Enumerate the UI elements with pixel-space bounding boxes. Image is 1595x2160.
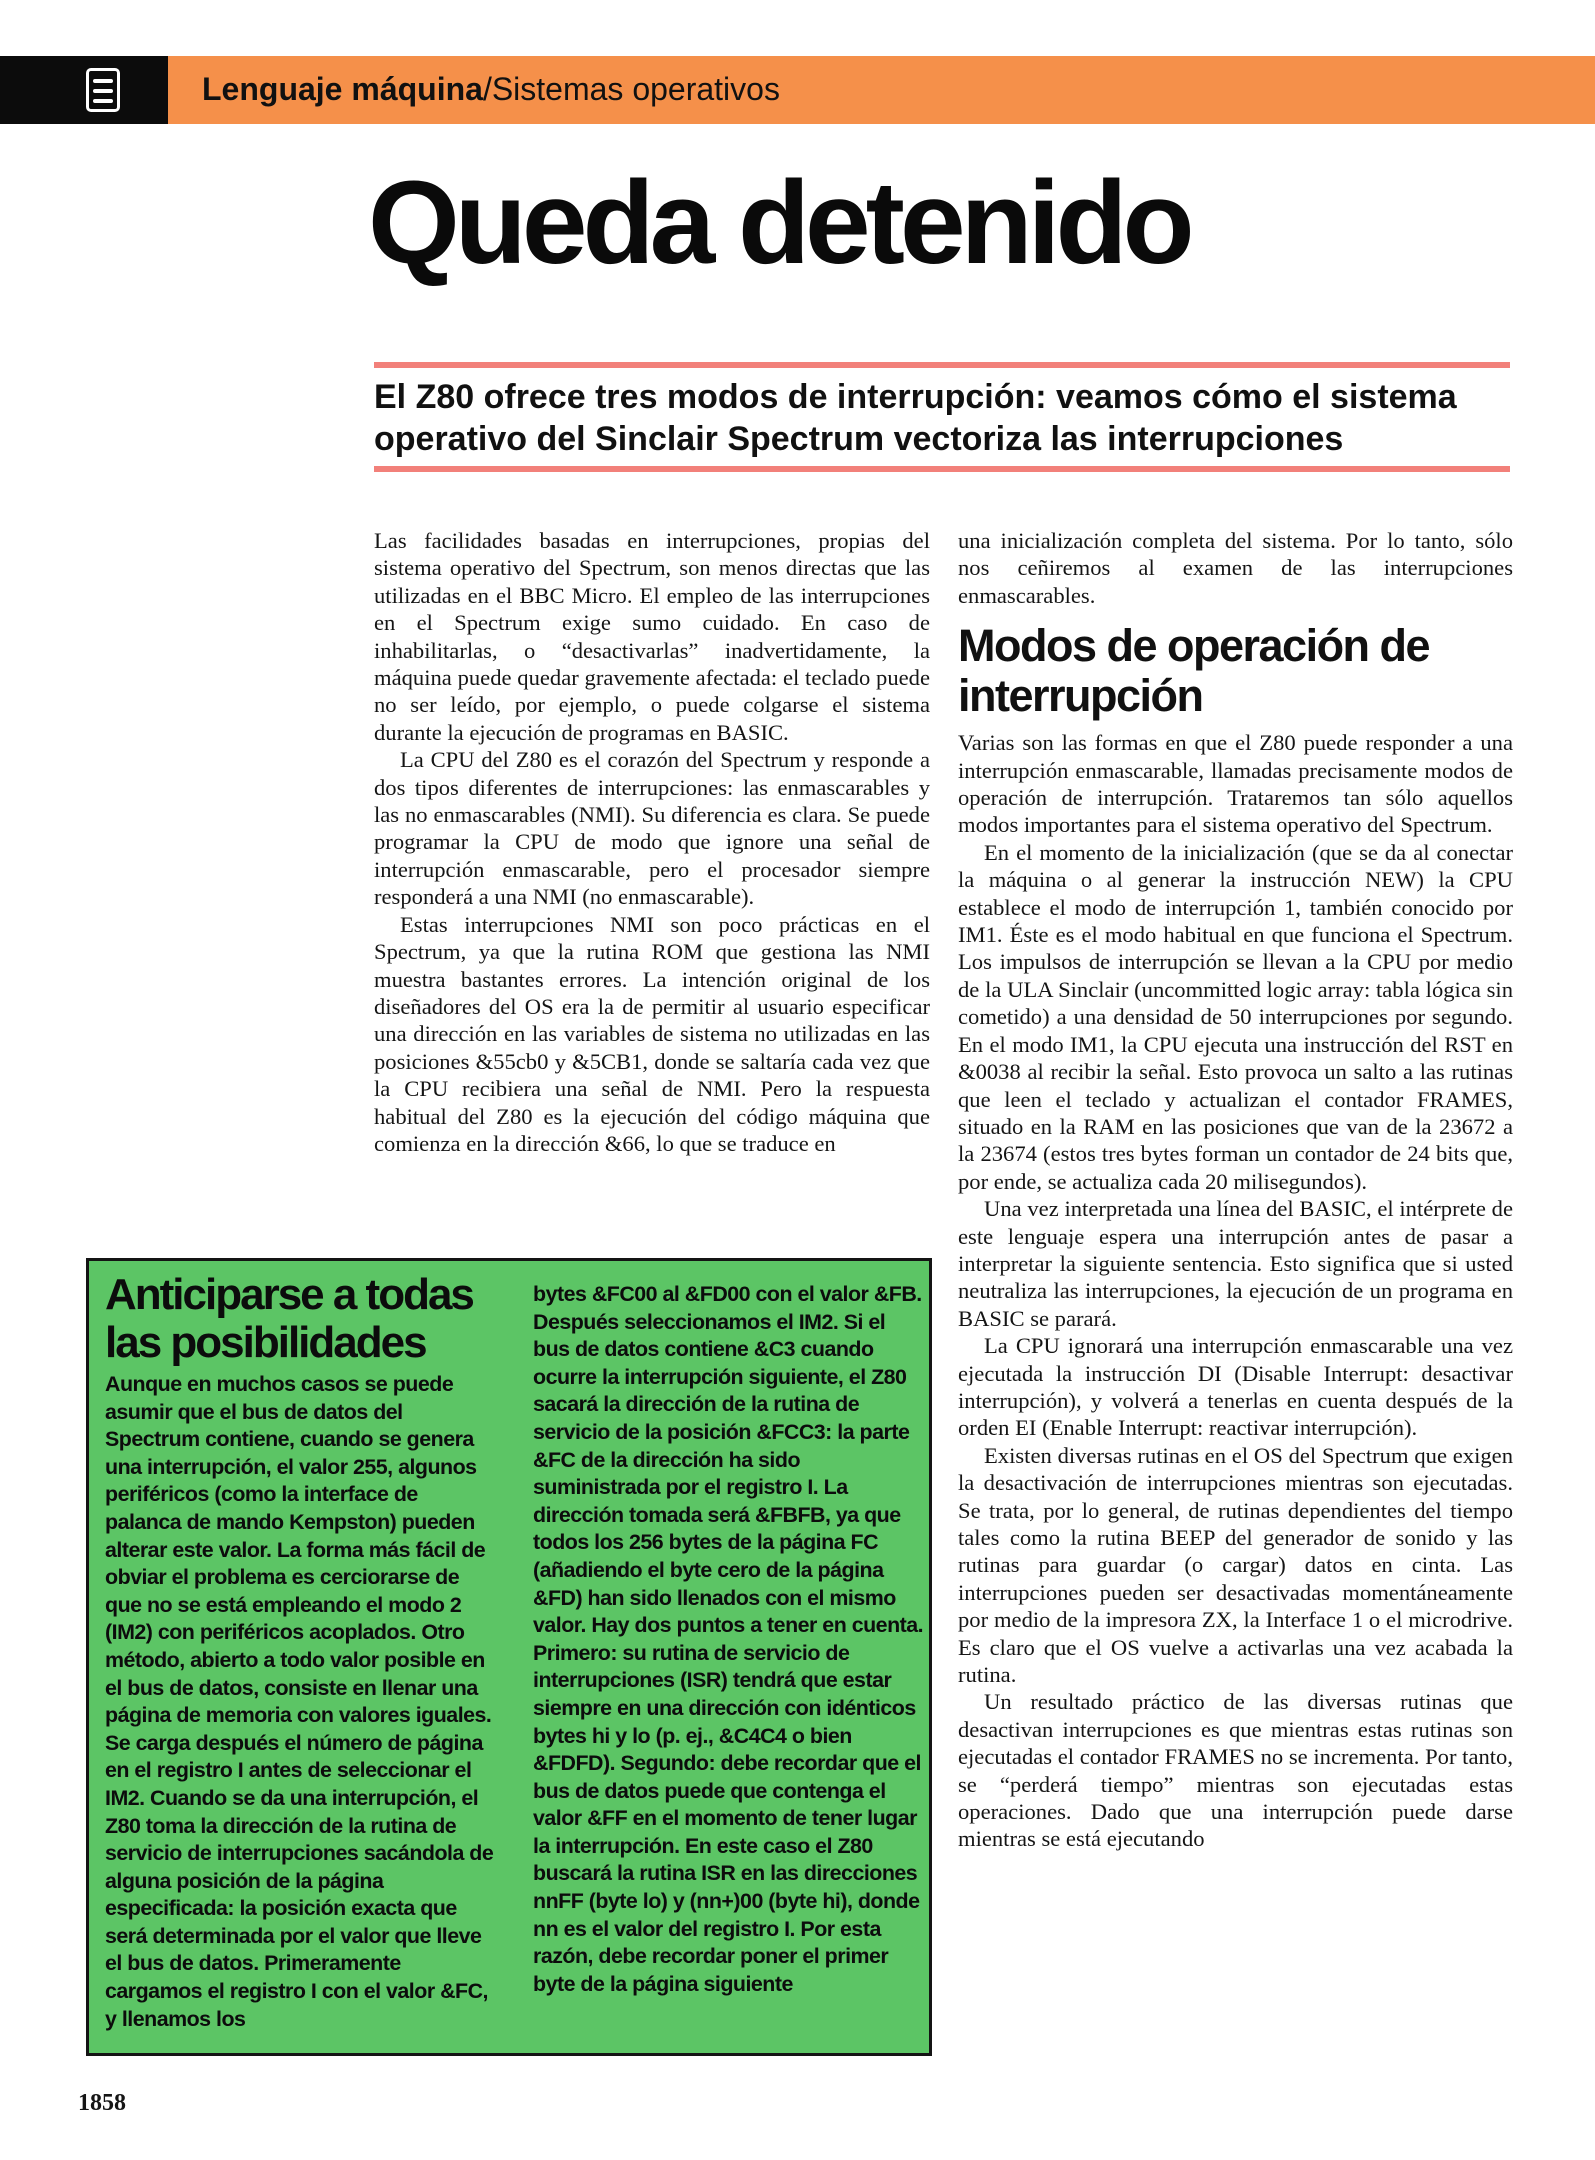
right-paragraph-5: Existen diversas rutinas en el OS del Spectrum que exigen la desactivación de interrupciones mientras son ejecutadas. Se trata, por lo general, de rutinas dependientes del tiempo tales como la rutina BEEP del generador de sonido y las rutinas para guardar (o cargar) datos en cinta. Las interrupciones pueden ser desactivadas momentáneamente por medio de la impresora ZX, la Interface 1 o el microdrive. Es claro que el OS vuelve a activarlas una vez acabada la rutina.	[958, 1442, 1513, 1688]
sidebar-title: Anticiparse a todas las posibilidades	[105, 1270, 473, 1367]
left-paragraph-1: Las facilidades basadas en interrupciones, propias del sistema operativo del Spectrum, son menos directas que las utilizadas en el BBC Micro. El empleo de las interrupciones en el Spectrum exige sumo cuidado. En caso de inhabilitarlas, o “desactivarlas” inadvertidamente, la máquina puede quedar gravemente afectada: el teclado puede no ser leído, por ejemplo, o puede colgarse el sistema durante la ejecución de programas en BASIC.	[374, 528, 930, 745]
subtitle-rule-bottom	[374, 466, 1510, 472]
right-paragraph-4: La CPU ignorará una interrupción enmascarable una vez ejecutada la instrucción DI (Disable Interrupt: desactivar interrupción), y volverá a tenerlas en cuenta después de la orden EI (Enable Interrupt: reactivar interrupción).	[958, 1333, 1513, 1441]
sidebar-box	[86, 1258, 932, 2056]
subtitle-rule-top	[374, 362, 1510, 368]
sidebar-left-column	[105, 1371, 495, 2033]
right-paragraph-3: Una vez interpretada una línea del BASIC, el intérprete de este lenguaje espera una interrupción antes de pasar a interpretar la siguiente sentencia. Esto significa que si usted neutraliza las interrupciones, la ejecución de un programa en BASIC se parará.	[958, 1196, 1513, 1331]
sidebar-left-text: Aunque en muchos casos se puede asumir que el bus de datos del Spectrum contiene, cuando se genera una interrupción, el valor 255, algunos periféricos (como la interface de palanca de mando Kempston) pueden alterar este valor. La forma más fácil de obviar el problema es cerciorarse de que no se está empleando el modo 2 (IM2) con periféricos acoplados. Otro método, abierto a todo valor posible en el bus de datos, consiste en llenar una página de memoria con valores iguales. Se carga después el número de página en el registro I antes de seleccionar el IM2. Cuando se da una interrupción, el Z80 toma la dirección de la rutina de servicio de interrupciones sacándola de alguna posición de la página especificada: la posición exacta que será determinada por el valor que lleve el bus de datos. Primeramente cargamos el registro I con el valor &FC, y llenamos los	[105, 1372, 494, 2031]
left-paragraph-3: Estas interrupciones NMI son poco prácticas en el Spectrum, ya que la rutina ROM que gestiona las NMI muestra bastantes errores. La intención original de los diseñadores del OS era la de permitir al usuario especificar una dirección en las variables de sistema no utilizadas en las posiciones &55cb0 y &5CB1, donde se saltaría cada vez que la CPU recibiera una señal de NMI. Pero la respuesta habitual del Z80 es la ejecución del código máquina que comienza en la dirección &66, lo que se traduce en	[374, 911, 930, 1156]
subtitle: El Z80 ofrece tres modos de interrupción: veamos cómo el sistema operativo del Sinclair Spectrum vectoriza las interrupciones	[374, 378, 1457, 458]
right-column	[958, 527, 1513, 1853]
section-heading: Modos de operación de interrupción	[958, 620, 1430, 722]
page-number: 1858	[78, 2090, 126, 2116]
left-column	[374, 527, 930, 1157]
page-title: Queda detenido	[368, 157, 1190, 289]
right-paragraph-6: Un resultado práctico de las diversas rutinas que desactivan interrupciones es que mientras estas rutinas son ejecutadas el contador FRAMES no se incrementa. Por tanto, se “perderá tiempo” mientras son ejecutadas estas operaciones. Dado que una interrupción puede darse mientras se está ejecutando	[958, 1689, 1513, 1852]
right-intro-paragraph: una inicialización completa del sistema. Por lo tanto, sólo nos ceñiremos al examen de las interrupciones enmascarables.	[958, 528, 1513, 608]
chip-icon	[86, 68, 120, 112]
right-paragraph-2: En el momento de la inicialización (que se da al conectar la máquina o al generar la instrucción NEW) la CPU establece el modo de interrupción 1, también conocido por IM1. Éste es el modo habitual en que funciona el Spectrum. Los impulsos de interrupción se llevan a la CPU por medio de la ULA Sinclair (uncommitted logic array: tabla lógica sin cometido) a una densidad de 50 interrupciones por segundo. En el modo IM1, la CPU ejecuta una instrucción del RST en &0038 al recibir la señal. Esto provoca un salto a las rutinas que leen el teclado y actualizan el contador FRAMES, situado en la RAM en las posiciones que van de la 23672 a la 23674 (estos tres bytes forman un contador de 24 bits que, por ende, se actualiza cada 20 milisegundos).	[958, 839, 1513, 1194]
header-black-block	[0, 56, 168, 124]
sidebar-right-text: bytes &FC00 al &FD00 con el valor &FB. Después seleccionamos el IM2. Si el bus de datos contiene &C3 cuando ocurre la interrupción siguiente, el Z80 sacará la dirección de la rutina de servicio de la posición &FCC3: la parte &FC de la dirección ha sido suministrada por el registro I. La dirección tomada será &FBFB, ya que todos los 256 bytes de la página FC (añadiendo el byte cero de la página &FD) han sido llenados con el mismo valor. Hay dos puntos a tener en cuenta. Primero: su rutina de servicio de interrupciones (ISR) tendrá que estar siempre en una dirección con idénticos bytes hi y lo (p. ej., &C4C4 o bien &FDFD). Segundo: debe recordar que el bus de datos puede que contenga el valor &FF en el momento de tener lugar la interrupción. En este caso el Z80 buscará la rutina ISR en las direcciones nnFF (byte lo) y (nn+)00 (byte hi), donde nn es el valor del registro I. Por esta razón, debe recordar poner el primer byte de la página siguiente	[533, 1282, 924, 1996]
section-label	[202, 66, 780, 112]
right-paragraph-1: Varias son las formas en que el Z80 puede responder a una interrupción enmascarable, llamadas precisamente modos de operación de interrupción. Trataremos tan sólo aquellos modos importantes para el sistema operativo del Spectrum.	[958, 730, 1513, 838]
left-paragraph-2: La CPU del Z80 es el corazón del Spectrum y responde a dos tipos diferentes de interrupciones: las enmascarables y las no enmascarables (NMI). Su diferencia es clara. Se puede programar la CPU de modo que ignore una señal de interrupción enmascarable, pero el procesador siempre responderá a una NMI (no enmascarable).	[374, 747, 930, 910]
section-header-bar	[0, 56, 1595, 124]
section-label-rest: /Sistemas operativos	[482, 71, 780, 107]
sidebar-right-column	[533, 1281, 925, 1998]
section-label-bold: Lenguaje máquina	[202, 71, 483, 107]
